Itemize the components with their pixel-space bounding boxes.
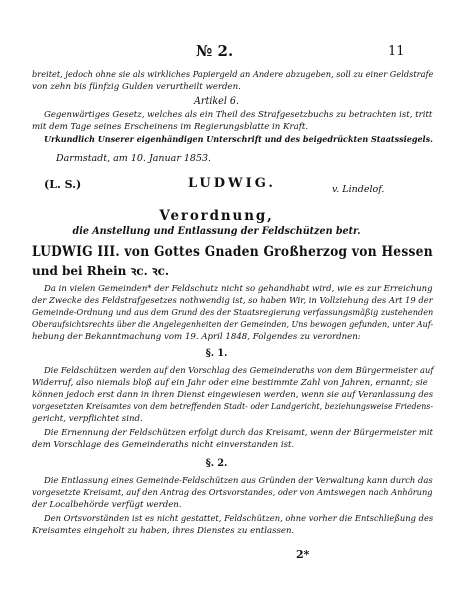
continuation-line-2: von zehn bis fünfzig Gulden verurtheilt werden. [32, 82, 241, 92]
signature-mark: 2* [296, 548, 310, 561]
ordinance-subtitle: die Anstellung und Entlassung der Feldschützen betr. [72, 226, 361, 237]
article-line-1: Gegenwärtiges Gesetz, welches als ein Theil des Strafgesetzbuchs zu betrachten ist, tritt [44, 110, 433, 120]
section-2-heading: §. 2. [205, 458, 228, 469]
issue-number: № 2. [196, 42, 234, 60]
section-1-line: Widerruf, also niemals bloß auf ein Jahr oder eine bestimmte Zahl von Jahren, ernannt; sie [32, 378, 428, 388]
place-date: Darmstadt, am 10. Januar 1853. [56, 153, 212, 164]
continuation-line-1: breitet, jedoch ohne sie als wirkliches Papiergeld an Andere abzugeben, soll zu einer Geldstrafe [32, 70, 434, 80]
ruler-title-line-1: LUDWIG III. von Gottes Gnaden Großherzog von Hessen [32, 244, 433, 260]
seal-mark: (L. S.) [44, 178, 82, 191]
section-1-line: dem Vorschlage des Gemeinderaths nicht einverstanden ist. [32, 440, 295, 450]
section-2-line: Den Ortsvorständen ist es nicht gestattet, Feldschützen, ohne vorher die Entschließung des [44, 514, 434, 524]
section-2-line: der Localbehörde verfügt werden. [32, 500, 182, 510]
article-line-2: mit dem Tage seines Erscheinens im Regierungsblatte in Kraft. [32, 122, 309, 132]
preamble-line: Da in vielen Gemeinden* der Feldschutz nicht so gehandhabt wird, wie es zur Erreichung [44, 284, 433, 294]
article-line-3: Urkundlich Unserer eigenhändigen Unterschrift und des beigedrückten Staatssiegels. [44, 135, 433, 145]
sovereign-signature: LUDWIG. [188, 176, 276, 191]
section-1-line: vorgesetzten Kreisamtes von dem betreffenden Stadt- oder Landgericht, beziehungsweise Friedens- [32, 402, 433, 412]
section-1-line: Die Ernennung der Feldschützen erfolgt durch das Kreisamt, wenn der Bürgermeister mit [44, 428, 433, 438]
preamble-line: der Zwecke des Feldstrafgesetzes nothwendig ist, so haben Wir, in Vollziehung des Art 19 der [32, 296, 433, 306]
section-1-line: gericht, verpflichtet sind. [32, 414, 143, 424]
ruler-title-line-2: und bei Rhein ꝛc. ꝛc. [32, 264, 170, 278]
ordinance-title: Verordnung, [159, 208, 274, 224]
preamble-line: hebung der Bekanntmachung vom 19. April 1848, Folgendes zu verordnen: [32, 332, 361, 342]
section-2-line: Kreisamtes eingeholt zu haben, ihres Dienstes zu entlassen. [32, 526, 295, 536]
section-1-line: können jedoch erst dann in ihren Dienst eingewiesen werden, wenn sie auf Veranlassung des [32, 390, 434, 400]
section-2-line: vorgesetzte Kreisamt, auf den Antrag des Ortsvorstandes, oder von Amtswegen nach Anhörung [32, 488, 433, 498]
page-number: 11 [388, 44, 405, 59]
preamble-line: Oberaufsichtsrechts über die Angelegenheiten der Gemeinden, Uns bewogen gefunden, unter Auf- [32, 320, 434, 330]
section-1-heading: §. 1. [205, 348, 228, 359]
article-heading: Artikel 6. [194, 96, 240, 107]
section-2-line: Die Entlassung eines Gemeinde-Feldschützen aus Gründen der Verwaltung kann durch das [44, 476, 433, 486]
section-1-line: Die Feldschützen werden auf den Vorschlag des Gemeinderaths von dem Bürgermeister auf [44, 366, 434, 376]
preamble-line: Gemeinde-Ordnung und aus dem Grund des der Staatsregierung verfassungsmäßig zustehenden [32, 308, 434, 318]
countersignature: v. Lindelof. [332, 184, 385, 195]
